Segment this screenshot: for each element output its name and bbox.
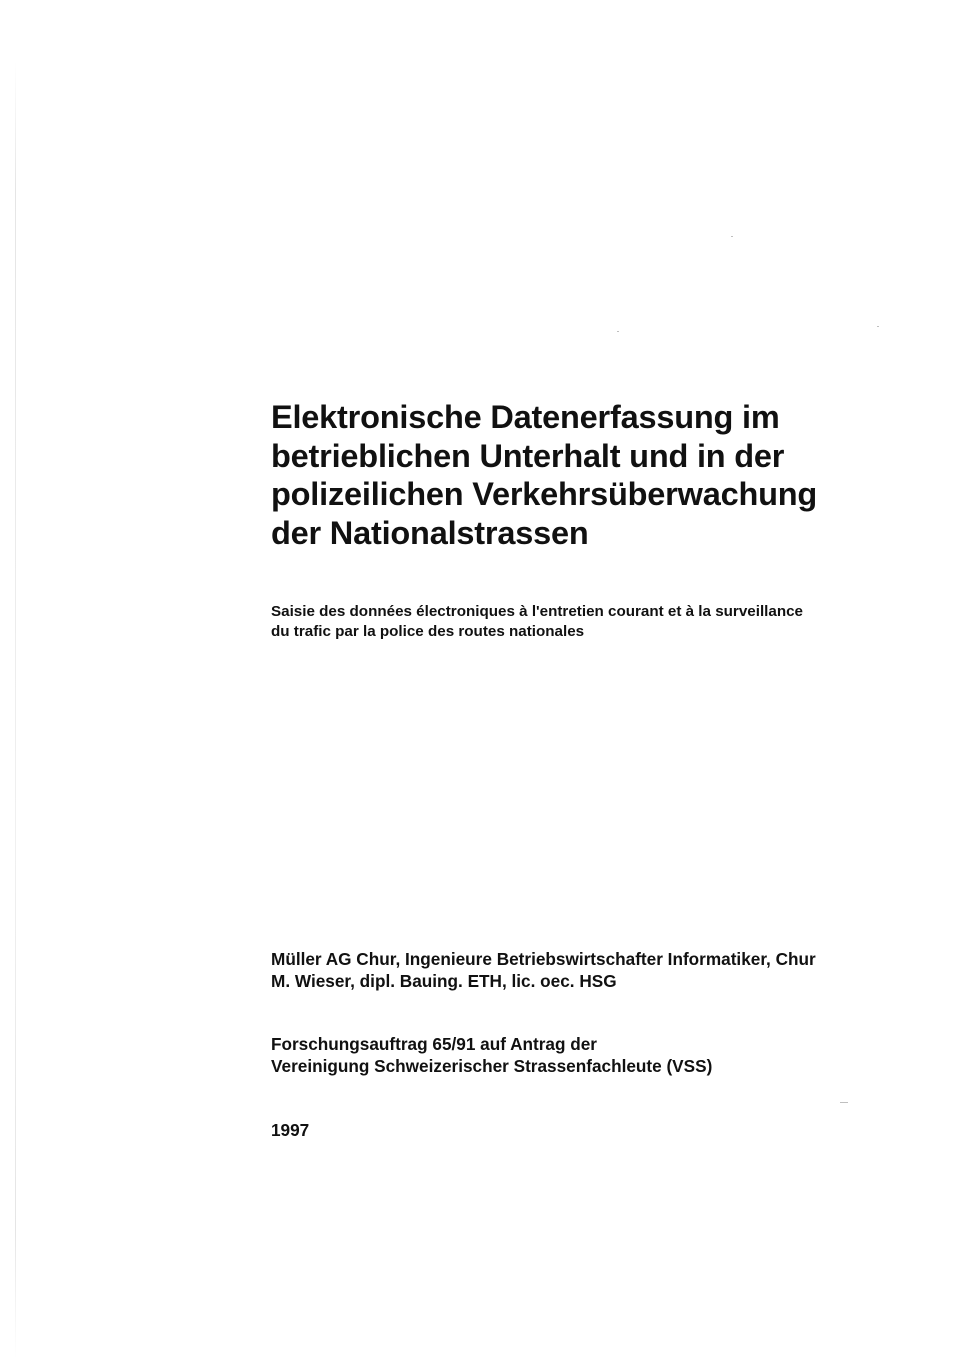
document-subtitle-french bbox=[271, 602, 803, 642]
scan-speck bbox=[617, 331, 619, 332]
subtitle-line-1: Saisie des données électroniques à l'entretien courant et à la surveillance bbox=[271, 603, 803, 620]
research-assignment-block bbox=[271, 1034, 712, 1077]
author-line-1: Müller AG Chur, Ingenieure Betriebswirtschafter Informatiker, Chur bbox=[271, 949, 816, 969]
document-title bbox=[271, 398, 911, 552]
title-line-2: betrieblichen Unterhalt und in der bbox=[271, 437, 785, 474]
cover-content bbox=[271, 398, 911, 1140]
research-line-1: Forschungsauftrag 65/91 auf Antrag der bbox=[271, 1034, 597, 1054]
title-line-3: polizeilichen Verkehrsüberwachung bbox=[271, 476, 818, 512]
scan-speck bbox=[731, 236, 733, 237]
scan-speck bbox=[840, 1102, 848, 1103]
subtitle-line-2: du trafic par la police des routes nationales bbox=[271, 623, 585, 640]
title-line-1: Elektronische Datenerfassung im bbox=[271, 399, 780, 435]
scan-edge-shadow bbox=[15, 60, 16, 1360]
research-line-2: Vereinigung Schweizerischer Strassenfachleute (VSS) bbox=[271, 1055, 713, 1076]
author-line-2: M. Wieser, dipl. Bauing. ETH, lic. oec. HSG bbox=[271, 970, 617, 991]
title-line-4: der Nationalstrassen bbox=[271, 514, 589, 551]
scan-speck bbox=[877, 326, 879, 327]
publication-year: 1997 bbox=[271, 1120, 310, 1140]
authors-block bbox=[271, 949, 816, 992]
